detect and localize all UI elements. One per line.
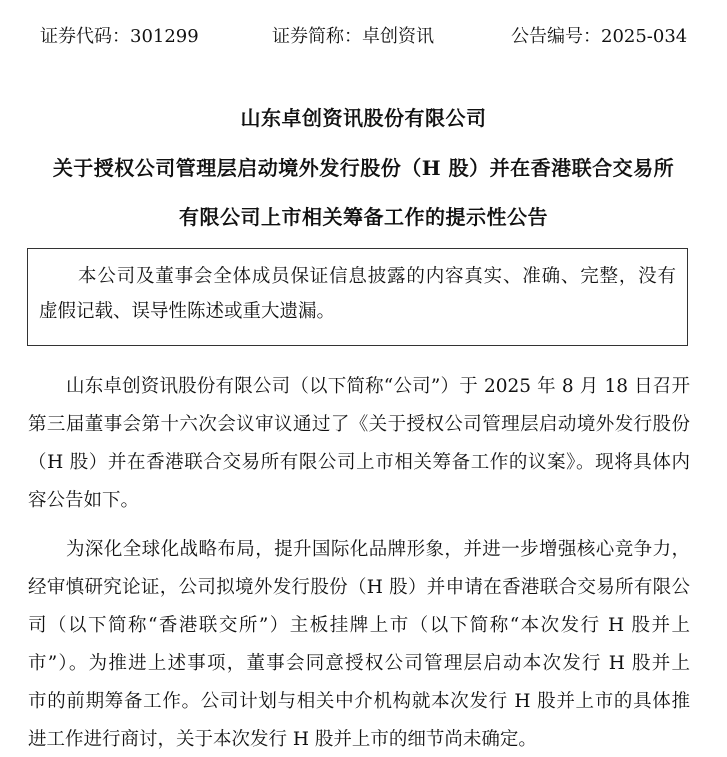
paragraph-line: 市”）。为推进上述事项，董事会同意授权公司管理层启动本次发行 H 股并上 xyxy=(28,653,690,674)
stock-code: 证券代码：301299 xyxy=(40,26,199,47)
paragraph-line: 司（以下简称“香港联交所”）主板挂牌上市（以下简称“本次发行 H 股并上 xyxy=(28,615,690,636)
disclaimer-line: 虚假记载、误导性陈述或重大遗漏。 xyxy=(39,301,336,322)
paragraph-line: 第三届董事会第十六次会议审议通过了《关于授权公司管理层启动境外发行股份 xyxy=(28,414,690,435)
paragraph-line: 市的前期筹备工作。公司计划与相关中介机构就本次发行 H 股并上市的具体推 xyxy=(28,691,690,712)
title-line-2: 有限公司上市相关筹备工作的提示性公告 xyxy=(179,205,548,229)
paragraph-line: （H 股）并在香港联合交易所有限公司上市相关筹备工作的议案》。现将具体内 xyxy=(28,452,690,473)
company-name: 山东卓创资讯股份有限公司 xyxy=(240,106,487,130)
disclaimer-box xyxy=(27,248,688,346)
paragraph-line: 容公告如下。 xyxy=(28,490,140,511)
paragraph-line: 为深化全球化战略布局，提升国际化品牌形象，并进一步增强核心竞争力， xyxy=(66,539,690,560)
stock-abbreviation: 证券简称：卓创资讯 xyxy=(272,26,434,47)
disclaimer-line: 本公司及董事会全体成员保证信息披露的内容真实、准确、完整，没有 xyxy=(78,266,676,287)
title-line-1: 关于授权公司管理层启动境外发行股份（H 股）并在香港联合交易所 xyxy=(52,156,675,180)
paragraph-line: 经审慎研究论证，公司拟境外发行股份（H 股）并申请在香港联合交易所有限公 xyxy=(28,577,690,598)
paragraph-line: 山东卓创资讯股份有限公司（以下简称“公司”）于 2025 年 8 月 18 日召开 xyxy=(66,376,690,397)
announcement-number: 公告编号：2025-034 xyxy=(511,26,688,47)
paragraph-line: 进工作进行商讨，关于本次发行 H 股并上市的细节尚未确定。 xyxy=(28,729,537,750)
